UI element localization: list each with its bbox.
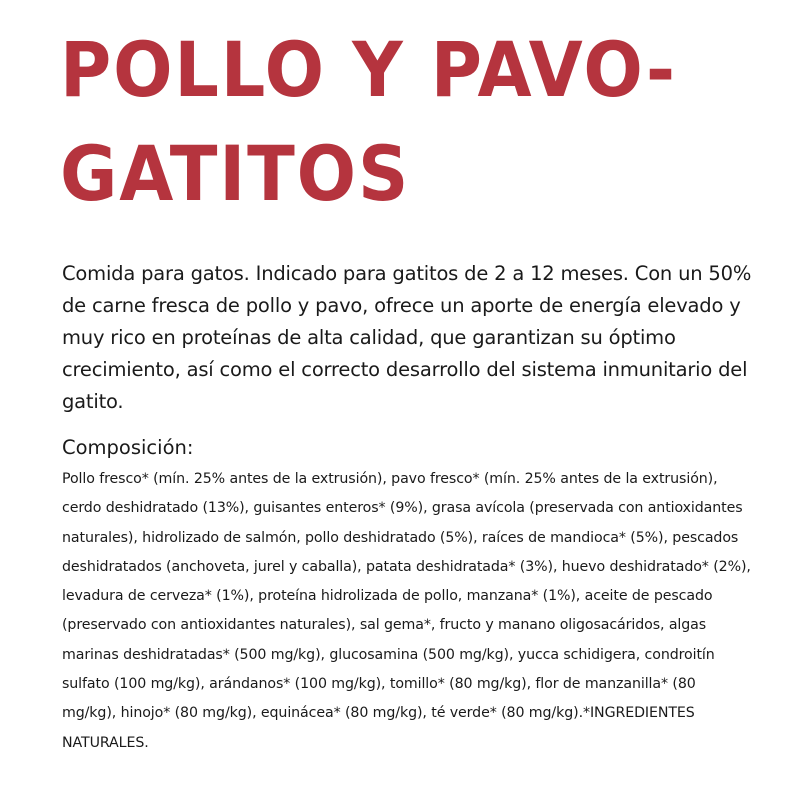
product-title-line-1: POLLO Y PAVO- [60, 25, 677, 114]
product-description: Comida para gatos. Indicado para gatitos de 2 a 12 meses. Con un 50% de carne fresca de pollo y pavo, ofrece un aporte de energía elevado y muy rico en proteínas de alta calidad, que garantizan su óptimo crecimiento, así como el correcto desarrollo del sistema inmunitario del gatito. [62, 262, 752, 413]
composition-heading: Composición: [62, 436, 194, 459]
product-title [60, 18, 704, 226]
composition-text: Pollo fresco* (mín. 25% antes de la extrusión), pavo fresco* (mín. 25% antes de la extrusión), cerdo deshidratado (13%), guisantes enteros* (9%), grasa avícola (preservada con antioxidantes naturales), hidrolizado de salmón, pollo deshidratado (5%), raíces de mandioca* (5%), pescados deshidratados (anchoveta, jurel y caballa), patata deshidratada* (3%), huevo deshidratado* (2%), levadura de cerveza* (1%), proteína hidrolizada de pollo, manzana* (1%), aceite de pescado (preservado con antioxidantes naturales), sal gema*, fructo y manano oligosacáridos, algas marinas deshidratadas* (500 mg/kg), glucosamina (500 mg/kg), yucca schidigera, condroitín sulfato (100 mg/kg), arándanos* (100 mg/kg), tomillo* (80 mg/kg), flor de manzanilla* (80 mg/kg), hinojo* (80 mg/kg), equinácea* (80 mg/kg), té verde* (80 mg/kg).*INGREDIENTES NATURALES. [62, 471, 751, 751]
product-title-line-2: GATITOS [60, 129, 411, 218]
